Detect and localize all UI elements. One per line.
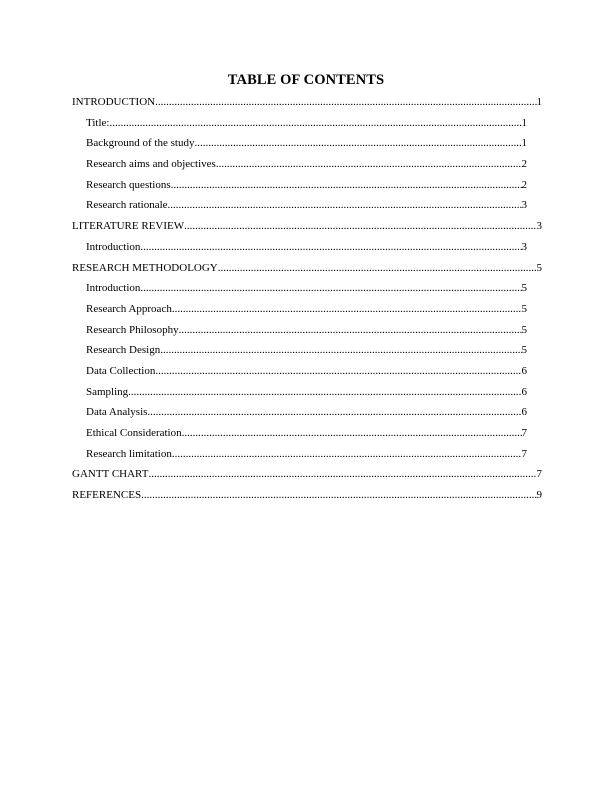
toc-entry-subsection[interactable] — [86, 426, 527, 447]
toc-dot-leader — [216, 157, 522, 171]
toc-entry-label: REFERENCES — [72, 489, 142, 502]
toc-entry-page-number: 5 — [521, 282, 527, 295]
toc-entry-label: Research Design — [86, 344, 161, 357]
toc-entry-label: Sampling — [86, 385, 129, 398]
toc-entry-page-number: 5 — [521, 302, 527, 315]
toc-dot-leader — [194, 136, 521, 150]
toc-entry-label: INTRODUCTION — [72, 96, 156, 108]
toc-dot-leader — [182, 426, 522, 440]
toc-entry-page-number: 5 — [536, 261, 542, 274]
toc-entry-label: Research Approach — [86, 302, 172, 315]
toc-dot-leader — [179, 323, 522, 337]
toc-entry-section[interactable] — [72, 261, 542, 282]
toc-entry-page-number: 7 — [536, 468, 542, 481]
toc-entry-label: Background of the study — [86, 137, 195, 150]
toc-entry-label: Title: — [86, 116, 110, 129]
toc-dot-leader — [155, 364, 521, 378]
toc-dot-leader — [109, 116, 521, 130]
toc-entry-label: Data Collection — [86, 364, 156, 377]
toc-entry-subsection[interactable] — [86, 136, 527, 157]
toc-list — [72, 95, 542, 509]
toc-entry-subsection[interactable] — [86, 323, 527, 344]
toc-dot-leader — [155, 95, 536, 109]
toc-dot-leader — [141, 488, 536, 502]
toc-entry-page-number: 1 — [521, 137, 527, 150]
toc-dot-leader — [168, 198, 522, 212]
toc-dot-leader — [172, 447, 522, 461]
toc-entry-page-number: 9 — [536, 489, 542, 502]
toc-dot-leader — [172, 302, 522, 316]
toc-entry-page-number: 3 — [521, 199, 527, 212]
toc-entry-label: Ethical Consideration — [86, 427, 182, 439]
toc-entry-subsection[interactable] — [86, 281, 527, 302]
toc-entry-page-number: 1 — [521, 116, 527, 129]
toc-entry-label: RESEARCH METHODOLOGY — [72, 261, 218, 274]
toc-dot-leader — [184, 219, 536, 233]
toc-entry-page-number: 6 — [521, 364, 527, 377]
toc-title: TABLE OF CONTENTS — [227, 72, 385, 88]
toc-entry-label: Research limitation — [86, 447, 172, 460]
toc-entry-page-number: 7 — [521, 447, 527, 460]
toc-entry-page-number: 6 — [521, 385, 527, 398]
toc-entry-page-number: 5 — [521, 323, 527, 336]
toc-entry-label: Research questions — [86, 178, 171, 191]
toc-entry-label: Data Analysis — [86, 406, 148, 419]
toc-entry-subsection[interactable] — [86, 240, 527, 261]
toc-entry-subsection[interactable] — [86, 198, 527, 219]
toc-entry-label: Research rationale — [86, 199, 168, 212]
toc-entry-label: Research Philosophy — [86, 323, 179, 336]
toc-dot-leader — [147, 405, 521, 419]
toc-entry-page-number: 3 — [521, 240, 527, 253]
toc-entry-page-number: 5 — [521, 344, 527, 357]
toc-entry-page-number: 3 — [536, 220, 542, 233]
toc-entry-section[interactable] — [72, 95, 542, 116]
toc-dot-leader — [128, 385, 521, 399]
toc-dot-leader — [160, 343, 521, 357]
toc-entry-label: LITERATURE REVIEW — [72, 220, 185, 233]
toc-entry-page-number: 1 — [536, 96, 542, 108]
toc-dot-leader — [148, 467, 536, 481]
toc-entry-page-number: 6 — [521, 406, 527, 419]
toc-entry-page-number: 2 — [521, 178, 527, 191]
toc-entry-subsection[interactable] — [86, 178, 527, 199]
toc-entry-label: Introduction — [86, 282, 141, 295]
toc-entry-subsection[interactable] — [86, 405, 527, 426]
toc-entry-subsection[interactable] — [86, 447, 527, 468]
toc-entry-subsection[interactable] — [86, 302, 527, 323]
toc-entry-subsection[interactable] — [86, 157, 527, 178]
toc-dot-leader — [171, 178, 522, 192]
toc-entry-subsection[interactable] — [86, 343, 527, 364]
toc-entry-section[interactable] — [72, 219, 542, 240]
toc-entry-label: GANTT CHART — [72, 468, 149, 481]
toc-entry-section[interactable] — [72, 467, 542, 488]
toc-dot-leader — [218, 261, 537, 275]
toc-dot-leader — [140, 240, 521, 254]
toc-entry-section[interactable] — [72, 488, 542, 509]
toc-entry-subsection[interactable] — [86, 364, 527, 385]
toc-entry-page-number: 7 — [521, 427, 527, 439]
toc-entry-label: Introduction — [86, 240, 141, 253]
toc-dot-leader — [140, 281, 521, 295]
toc-entry-subsection[interactable] — [86, 385, 527, 406]
toc-entry-label: Research aims and objectives — [86, 158, 216, 171]
toc-entry-subsection[interactable] — [86, 116, 527, 137]
toc-entry-page-number: 2 — [521, 158, 527, 171]
